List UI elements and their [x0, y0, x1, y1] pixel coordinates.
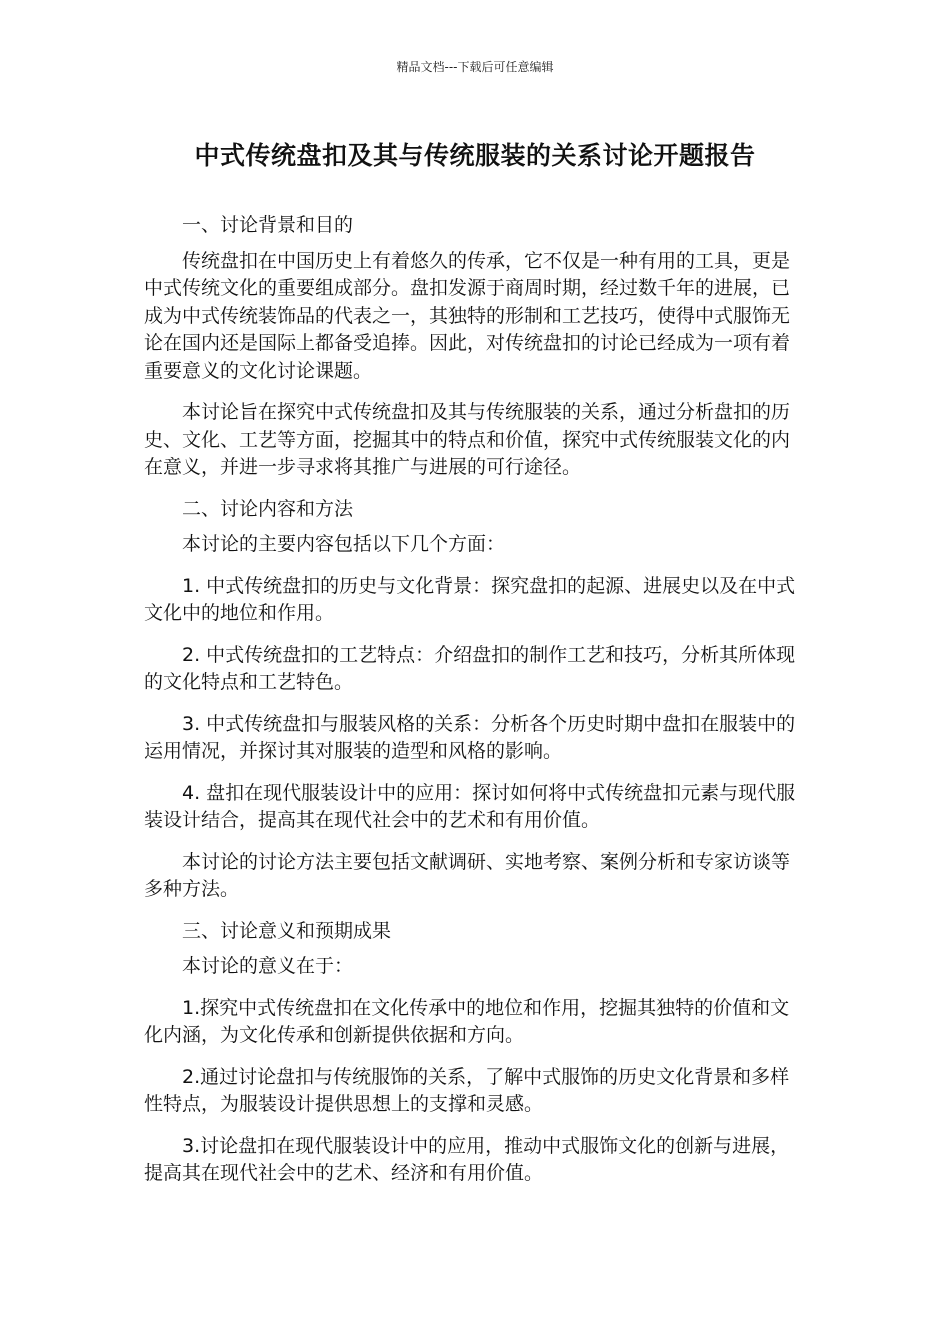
- list-item-significance-3: 3.讨论盘扣在现代服装设计中的应用，推动中式服饰文化的创新与进展，提高其在现代社会中的艺术、经济和有用价值。: [144, 1134, 790, 1184]
- list-item-significance-1: 1.探究中式传统盘扣在文化传承中的地位和作用，挖掘其独特的价值和文化内涵，为文化传承和创新提供依据和方向。: [144, 996, 790, 1046]
- paragraph-background: 传统盘扣在中国历史上有着悠久的传承，它不仅是一种有用的工具，更是中式传统文化的重要组成部分。盘扣发源于商周时期，经过数千年的进展，已成为中式传统装饰品的代表之一，其独特的形制和工艺技巧，使得中式服饰无论在国内还是国际上都备受追捧。因此，对传统盘扣的讨论已经成为一项有着重要意义的文化讨论课题。: [144, 249, 791, 382]
- paragraph-methods: 本讨论的讨论方法主要包括文献调研、实地考察、案例分析和专家访谈等多种方法。: [144, 850, 791, 900]
- section-heading-2: 二、讨论内容和方法: [182, 497, 354, 520]
- list-item-content-3: 3. 中式传统盘扣与服装风格的关系：分析各个历史时期中盘扣在服装中的运用情况，并探讨其对服装的造型和风格的影响。: [144, 712, 796, 762]
- document-body: [144, 212, 800, 1202]
- paragraph-significance-intro: 本讨论的意义在于：: [182, 955, 354, 977]
- document-title: 中式传统盘扣及其与传统服装的关系讨论开题报告: [194, 141, 756, 170]
- paragraph-content-intro: 本讨论的主要内容包括以下几个方面：: [182, 533, 506, 555]
- list-item-significance-2: 2.通过讨论盘扣与传统服饰的关系，了解中式服饰的历史文化背景和多样性特点，为服装设计提供思想上的支撑和灵感。: [144, 1065, 790, 1115]
- section-heading-3: 三、讨论意义和预期成果: [182, 919, 392, 942]
- list-item-content-4: 4. 盘扣在现代服装设计中的应用：探讨如何将中式传统盘扣元素与现代服装设计结合，提高其在现代社会中的艺术和有用价值。: [144, 781, 796, 831]
- list-item-content-2: 2. 中式传统盘扣的工艺特点：介绍盘扣的制作工艺和技巧，分析其所体现的文化特点和工艺特色。: [144, 643, 796, 693]
- header-note: 精品文档---下载后可任意编辑: [396, 60, 554, 74]
- paragraph-purpose: 本讨论旨在探究中式传统盘扣及其与传统服装的关系，通过分析盘扣的历史、文化、工艺等方面，挖掘其中的特点和价值，探究中式传统服装文化的内在意义，并进一步寻求将其推广与进展的可行途径。: [144, 401, 791, 478]
- list-item-content-1: 1. 中式传统盘扣的历史与文化背景：探究盘扣的起源、进展史以及在中式文化中的地位和作用。: [144, 574, 796, 624]
- section-heading-1: 一、讨论背景和目的: [182, 214, 354, 236]
